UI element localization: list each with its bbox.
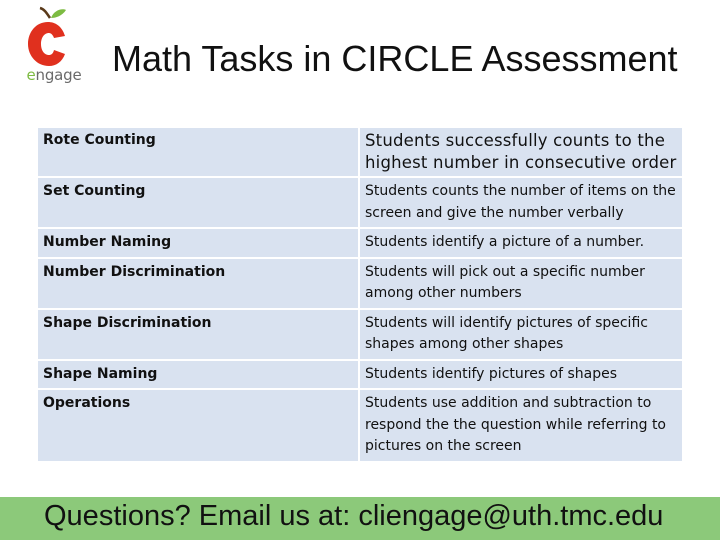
table-row <box>38 259 682 308</box>
table-row <box>38 128 682 176</box>
task-name: Operations <box>38 390 358 461</box>
table-row <box>38 361 682 389</box>
task-description: Students counts the number of items on the screen and give the number verbally <box>360 178 682 227</box>
task-name: Shape Naming <box>38 361 358 389</box>
page-title: Math Tasks in CIRCLE Assessment <box>112 38 678 79</box>
cliengage-logo <box>10 6 94 86</box>
logo-wordmark: engage <box>26 66 82 84</box>
task-name: Number Naming <box>38 229 358 257</box>
task-description: Students use addition and subtraction to respond the the question while referring to pictures on the screen <box>360 390 682 461</box>
footer-contact-text: Questions? Email us at: cliengage@uth.tmc.edu <box>44 500 664 532</box>
footer-bar <box>0 497 720 540</box>
task-description: Students successfully counts to the highest number in consecutive order <box>360 128 682 176</box>
math-tasks-table <box>36 126 684 463</box>
task-description: Students will pick out a specific number among other numbers <box>360 259 682 308</box>
task-description: Students will identify pictures of specific shapes among other shapes <box>360 310 682 359</box>
table-row <box>38 178 682 227</box>
task-description: Students identify pictures of shapes <box>360 361 682 389</box>
task-name: Set Counting <box>38 178 358 227</box>
task-name: Shape Discrimination <box>38 310 358 359</box>
table-row <box>38 310 682 359</box>
table-row <box>38 229 682 257</box>
task-description: Students identify a picture of a number. <box>360 229 682 257</box>
table-row <box>38 390 682 461</box>
task-name: Rote Counting <box>38 128 358 176</box>
apple-c-icon <box>10 6 94 70</box>
task-name: Number Discrimination <box>38 259 358 308</box>
